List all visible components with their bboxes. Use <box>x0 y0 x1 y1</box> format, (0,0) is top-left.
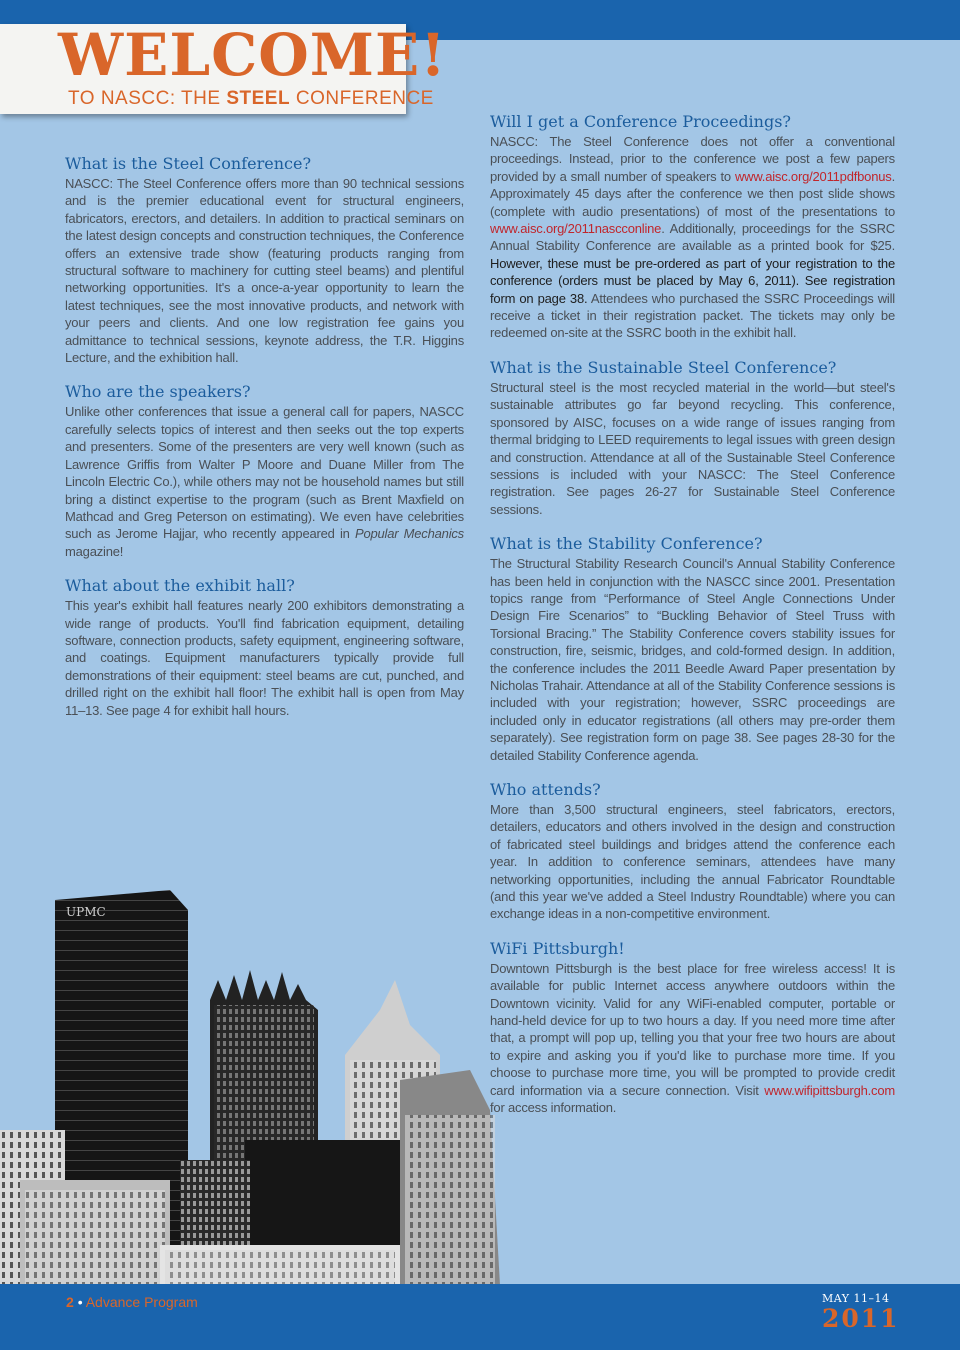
body-text: . Approximately 45 days after the conference we then post slide shows (complete with audio presentations) of most of the presentations to <box>490 168 895 219</box>
section-body: The Structural Stability Research Council's Annual Stability Conference has been held in conjunction with the NASCC since 2001. Presentation topics range from “Performance of Steel Angle Connections Under Design Fire Scenarios” to “Buckling Behavior of Steel Truss with Torsional Bracing.” The Stability Conference covers stability issues for construction, fire, seismic, bridges, and cold-formed design. In addition, the conference includes the 2011 Beedle Award Paper presentation by Nicholas Trahair. Attendance at all of the Stability Conference sessions is included with your registration; however, SSRC proceedings are included only in educator registrations (all others may pre-order them separately). See registration form on page 38. See pages 28-30 for the detailed Stability Conference agenda. <box>490 556 895 763</box>
body-text-end: for access information. <box>490 1100 617 1116</box>
section-heading: Who are the speakers? <box>65 382 251 402</box>
pdf-bonus-link[interactable]: www.aisc.org/2011pdfbonus <box>734 168 892 184</box>
publication-label: Advance Program <box>85 1294 198 1310</box>
section-body: Structural steel is the most recycled material in the world—but steel's sustainable attributes go far beyond recycling. This conference, sponsored by AISC, focuses on a wide range of issues ranging from thermal bridging to LEED requirements to legal issues with green design and construction. Attendance at all of the Sustainable Steel Conference sessions is included with your NASCC: The Steel Conference registration. See pages 26-27 for Sustainable Steel Conference sessions. <box>490 379 895 517</box>
section-heading: WiFi Pittsburgh! <box>490 938 625 958</box>
page-footer-label <box>66 1294 198 1310</box>
pittsburgh-skyline-image <box>0 880 520 1285</box>
body-text: Unlike other conferences that issue a general call for papers, NASCC carefully selects topics of interest and then seeks out the top experts and presenters. Some of the presenters are very well known (such as Lawrence Griffis from Walter P Moore and Duane Miller from The Lincoln Electric Co.), while others may not be household names but still bring a distinct expertise to the program (such as Brent Maxfield on Mathcad and Greg Peterson on estimating). We even have celebrities such as Jerome Hajjar, who recently appeared in <box>65 404 464 542</box>
section-heading: What is the Steel Conference? <box>65 154 312 173</box>
nascc-online-link[interactable]: www.aisc.org/2011nascconline <box>490 221 662 237</box>
body-text-end: magazine! <box>65 543 124 559</box>
section-sustainable <box>490 358 895 518</box>
body-text: Attendees who purchased the SSRC Proceedings will receive a ticket in their registration packet. The tickets may only be redeemed on-site at the SSRC booth in the exhibit hall. <box>490 290 895 341</box>
left-column <box>65 154 464 735</box>
magazine-title: Popular Mechanics <box>354 526 464 542</box>
bullet: • <box>77 1294 83 1310</box>
upmc-sign: UPMC <box>66 905 106 919</box>
section-heading: What about the exhibit hall? <box>65 576 295 596</box>
wifi-pittsburgh-link[interactable]: www.wifipittsburgh.com <box>764 1082 895 1098</box>
section-body <box>65 403 464 560</box>
section-body: More than 3,500 structural engineers, steel fabricators, erectors, detailers, educators and others involved in the design and construction of fabricated steel buildings and bridges attend the conference each year. In addition to conference seminars, attendees have many networking opportunities, including the annual Fabricator Roundtable (and this year we've added a Steel Industry Roundtable) where you can exchange ideas in a non-competitive environment. <box>490 802 895 922</box>
section-body <box>490 960 895 1117</box>
body-text: . Additionally, proceedings for the SSRC Annual Stability Conference are available as a printed book for $25. <box>490 221 895 254</box>
section-body: NASCC: The Steel Conference offers more than 90 technical sessions and is the premier educational event for structural engineers, fabricators, erectors, and detailers. In addition to practical seminars on the latest design concepts and construction techniques, the Conference offers an extensive trade show (featuring products ranging from structural software to machinery for cutting steel beams) and plentiful networking opportunities. It's a once-a-year opportunity to learn the latest techniques, see the most innovative products, and network with your peers and clients. And one low registration fee gains you admittance to technical sessions, keynote address, the T.R. Higgins Lecture, and the exhibition hall. <box>65 176 464 366</box>
section-attendees <box>490 780 895 923</box>
section-wifi <box>490 939 895 1117</box>
preorder-note: However, these must be pre-ordered as part of your registration to the conference (orders must be placed by May 6, 2011). See registration form on page 38. <box>490 255 895 306</box>
section-speakers <box>65 382 464 560</box>
page-title: WELCOME! <box>58 21 447 89</box>
body-text: NASCC: The Steel Conference does not offer a conventional proceedings. Instead, prior to the conference we post a few papers provided by a small number of speakers to <box>490 134 895 184</box>
conference-year: 2011 <box>822 1304 900 1333</box>
section-heading: Who attends? <box>490 780 601 799</box>
section-heading: What is the Sustainable Steel Conference? <box>490 357 837 377</box>
conference-dates: MAY 11–14 <box>822 1292 890 1305</box>
right-column <box>490 112 895 1133</box>
page-number: 2 <box>66 1294 74 1310</box>
section-heading: What is the Stability Conference? <box>490 534 763 554</box>
section-heading: Will I get a Conference Proceedings? <box>490 112 792 131</box>
subtitle-bold: STEEL <box>226 88 291 109</box>
section-exhibit-hall <box>65 576 464 719</box>
section-body <box>490 133 895 342</box>
subtitle-pre: TO NASCC: THE <box>68 88 227 109</box>
page-subtitle <box>68 88 434 110</box>
subtitle-post: CONFERENCE <box>290 88 434 109</box>
section-stability <box>490 534 895 764</box>
section-body: This year's exhibit hall features nearly 200 exhibitors demonstrating a wide range of products. You'll find fabrication equipment, detailing software, connection products, safety equipment, engineering software, and coatings. Equipment manufacturers typically provide full demonstrations of their equipment: steel beams are cut, punched, and drilled right on the exhibit hall floor! The exhibit hall is open from May 11–13. See page 4 for exhibit hall hours. <box>65 598 464 718</box>
section-proceedings <box>490 112 895 342</box>
section-steel-conference <box>65 154 464 366</box>
body-text: Downtown Pittsburgh is the best place for free wireless access! It is available for public Internet access anywhere outdoors within the Downtown vicinity. Valid for any WiFi-enabled computer, portable or hand-held device for up to two hours a day. If you need more time after that, a prompt will pop up, telling you that your free two hours are about to expire and asking you if you'd like to purchase more time. If you choose to purchase more time, you will be prompted to provide credit card information via a secure connection. Visit <box>490 960 895 1098</box>
